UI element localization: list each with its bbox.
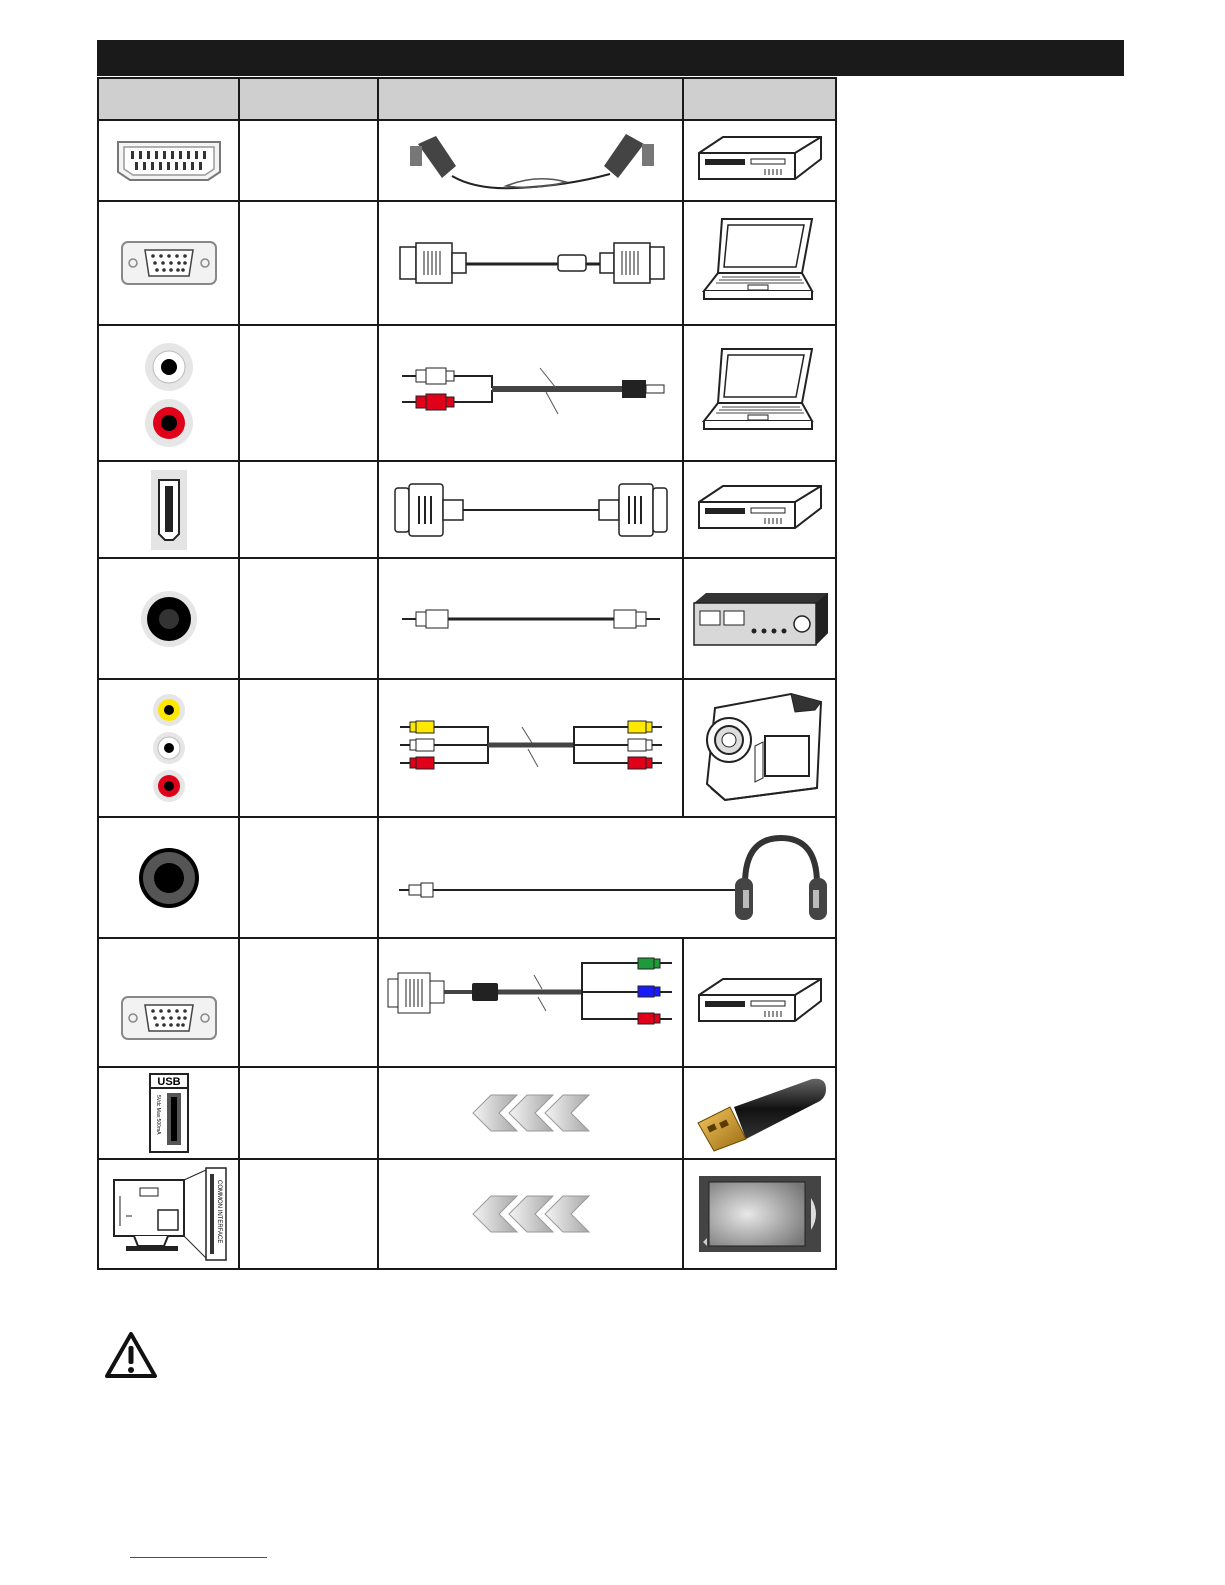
connector-cell [98, 1067, 239, 1159]
connector-cell [98, 817, 239, 938]
connector-cell [98, 325, 239, 461]
cable-cell [378, 679, 683, 817]
hdmi-cable-icon [391, 480, 671, 540]
amplifier-icon [690, 589, 830, 649]
device-cell [683, 679, 836, 817]
rca-to-jack-cable-icon [396, 358, 666, 428]
type-cell [239, 461, 378, 558]
type-cell [239, 817, 378, 938]
device-cell [683, 201, 836, 325]
headphone-cable-icon [379, 828, 834, 928]
audio-rca-sockets-icon [139, 333, 199, 453]
cable-cell [378, 558, 683, 679]
device-cell [683, 461, 836, 558]
usb-side-text: 5Vdc Max:500mA [154, 1095, 161, 1135]
type-cell [239, 938, 378, 1067]
type-cell [239, 679, 378, 817]
dvd-player-icon [695, 973, 825, 1033]
footer-rule [130, 1557, 267, 1558]
table-row-scart [98, 120, 836, 201]
av-sockets-icon [149, 688, 189, 808]
av-cable-icon [396, 713, 666, 783]
connector-cell [98, 201, 239, 325]
type-cell [239, 325, 378, 461]
type-cell [239, 201, 378, 325]
header-device [683, 78, 836, 120]
connection-table [97, 77, 837, 1270]
headphone-jack-icon [137, 846, 201, 910]
scart-cable-icon [396, 126, 666, 196]
connector-cell [98, 120, 239, 201]
cable-cell [378, 817, 836, 938]
table-row-vga [98, 201, 836, 325]
laptop-icon [700, 343, 820, 443]
cable-cell [378, 201, 683, 325]
camcorder-icon [695, 688, 825, 808]
header-connector [98, 78, 239, 120]
device-cell [683, 1159, 836, 1269]
table-row-spdif [98, 558, 836, 679]
laptop-icon [700, 213, 820, 313]
cable-cell [378, 938, 683, 1067]
connector-cell [98, 558, 239, 679]
cable-cell [378, 461, 683, 558]
title-bar [97, 40, 1124, 76]
type-cell [239, 1159, 378, 1269]
cam-module-icon [697, 1174, 823, 1254]
table-row-headphone [98, 817, 836, 938]
type-cell [239, 558, 378, 679]
type-cell [239, 120, 378, 201]
table-row-pc-audio [98, 325, 836, 461]
warning-triangle-icon [104, 1330, 158, 1380]
device-cell [683, 938, 836, 1067]
usb-label: USB [156, 1076, 181, 1088]
usb-stick-icon [690, 1073, 830, 1153]
insert-arrows-icon [471, 1194, 591, 1234]
header-cables [378, 78, 683, 120]
vga-socket-icon [119, 994, 219, 1042]
cable-cell [378, 1159, 683, 1269]
spdif-socket-icon [139, 589, 199, 649]
ci-slot-icon [110, 1166, 228, 1262]
connector-cell [98, 679, 239, 817]
coax-cable-icon [396, 599, 666, 639]
cable-cell [378, 325, 683, 461]
ci-side-text: COMMON INTERFACE [215, 1180, 222, 1244]
device-cell [683, 120, 836, 201]
device-cell [683, 1067, 836, 1159]
usb-socket-icon [149, 1073, 189, 1153]
scart-socket-icon [114, 138, 224, 184]
component-cable-icon [386, 957, 676, 1027]
table-row-usb [98, 1067, 836, 1159]
connector-cell [98, 938, 239, 1067]
vga-socket-icon [119, 239, 219, 287]
device-cell [683, 558, 836, 679]
headphones-icon [735, 838, 827, 920]
hdmi-socket-icon [151, 470, 187, 550]
table-header [98, 78, 836, 120]
table-row-ypbpr [98, 938, 836, 1067]
table-row-av [98, 679, 836, 817]
table-row-hdmi [98, 461, 836, 558]
type-cell [239, 1067, 378, 1159]
connector-cell [98, 1159, 239, 1269]
cable-cell [378, 1067, 683, 1159]
connector-cell [98, 461, 239, 558]
header-type [239, 78, 378, 120]
dvd-player-icon [695, 480, 825, 540]
insert-arrows-icon [471, 1093, 591, 1133]
cable-cell [378, 120, 683, 201]
table-row-ci [98, 1159, 836, 1269]
device-cell [683, 325, 836, 461]
dvd-player-icon [695, 131, 825, 191]
vga-cable-icon [396, 233, 666, 293]
